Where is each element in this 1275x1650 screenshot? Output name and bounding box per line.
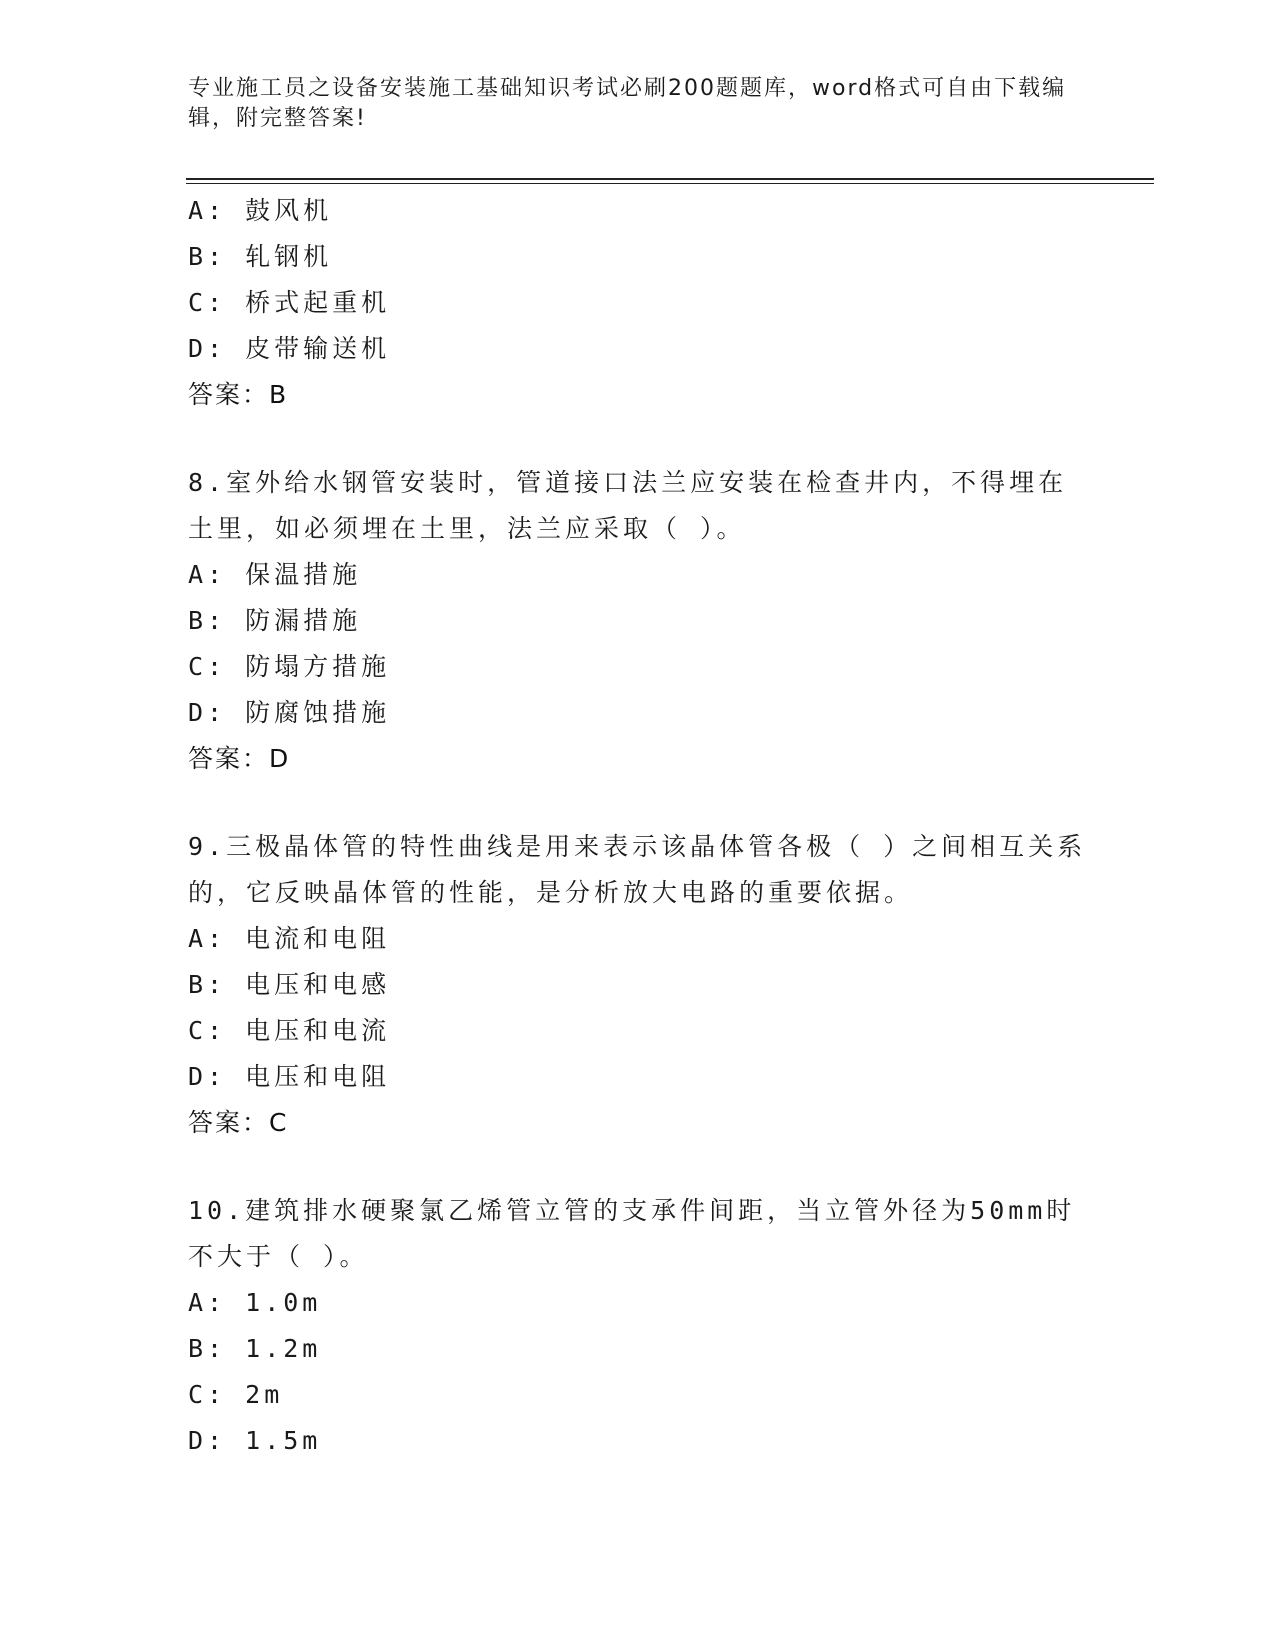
- question-block-8: [188, 460, 1088, 782]
- option-c: C: 2m: [188, 1380, 284, 1409]
- answer-text: 答案：C: [188, 1108, 289, 1137]
- option-b: B: 防漏措施: [188, 606, 362, 635]
- option-a: A: 保温措施: [188, 560, 362, 589]
- option-c: C: 电压和电流: [188, 1016, 391, 1045]
- option-b: B: 电压和电感: [188, 970, 391, 999]
- option-d: D: 防腐蚀措施: [188, 698, 391, 727]
- question-block-10: [188, 1188, 1088, 1464]
- option-c: C: 桥式起重机: [188, 288, 391, 317]
- option-a: A: 鼓风机: [188, 196, 333, 225]
- option-d: D: 皮带输送机: [188, 334, 391, 363]
- option-d: D: 电压和电阻: [188, 1062, 391, 1091]
- header-rule-thin: [186, 183, 1154, 184]
- question-stem: 8.室外给水钢管安装时，管道接口法兰应安装在检查井内，不得埋在土里，如必须埋在土里，法兰应采取（ ）。: [188, 468, 1068, 543]
- question-stem: 10.建筑排水硬聚氯乙烯管立管的支承件间距，当立管外径为50mm时不大于（ ）。: [188, 1196, 1076, 1271]
- option-a: A: 1.0m: [188, 1288, 322, 1317]
- answer-text: 答案：D: [188, 744, 291, 773]
- option-b: B: 轧钢机: [188, 242, 333, 271]
- question-list: [188, 188, 1088, 1464]
- option-b: B: 1.2m: [188, 1334, 322, 1363]
- question-block-7: [188, 188, 1088, 418]
- option-c: C: 防塌方措施: [188, 652, 391, 681]
- option-d: D: 1.5m: [188, 1426, 322, 1455]
- header-rule-thick: [186, 178, 1154, 180]
- question-stem: 9.三极晶体管的特性曲线是用来表示该晶体管各极（ ）之间相互关系的，它反映晶体管的性能，是分析放大电路的重要依据。: [188, 832, 1087, 907]
- question-block-9: [188, 824, 1088, 1146]
- page-header: 专业施工员之设备安装施工基础知识考试必刷200题题库，word格式可自由下载编辑，附完整答案!: [188, 76, 1067, 131]
- answer-text: 答案：B: [188, 380, 289, 409]
- option-a: A: 电流和电阻: [188, 924, 391, 953]
